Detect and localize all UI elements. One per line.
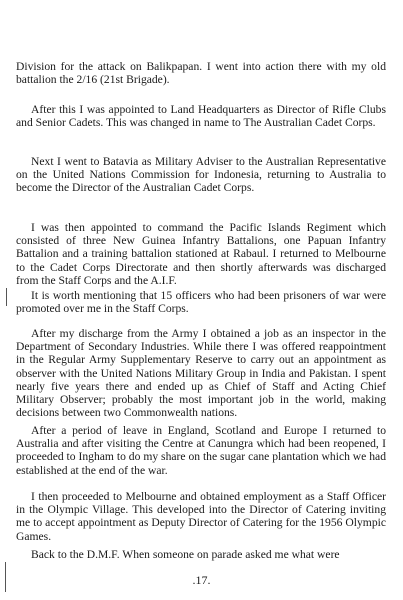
paragraph-prisoners-of-war: It is worth mentioning that 15 officers who had been prisoners of war were promoted over me in the Staff Corps.: [16, 289, 386, 316]
paragraph-land-headquarters: After this I was appointed to Land Headquarters as Director of Rifle Clubs and Senior Cadets. This was changed in name to The Australian Cadet Corps.: [16, 103, 386, 130]
paragraph-dmf: Back to the D.M.F. When someone on parade asked me what were: [31, 548, 340, 561]
paragraph-england-leave: After a period of leave in England, Scotland and Europe I returned to Australia and after visiting the Centre at Canungra which had been reopened, I proceeded to Ingham to do my share on the sugar cane plantation which we had established at the end of the war.: [16, 424, 386, 477]
page-number: .17.: [192, 573, 211, 587]
paragraph-discharge: After my discharge from the Army I obtained a job as an inspector in the Department of Secondary Industries. While there I was offered reappointment in the Regular Army Supplementary Reserve to carry out an appointment as observer with the United Nations Military Group in India and Pakistan. I spent nearly five years there and ended up as Chief of Staff and Acting Chief Military Observer; probably the most important job in the world, making decisions between two Commonwealth nations.: [16, 327, 386, 420]
paragraph-batavia: Next I went to Batavia as Military Adviser to the Australian Representative on the United Nations Commission for Indonesia, returning to Australia to become the Director of the Australian Cadet Corps.: [16, 155, 386, 195]
paragraph-pacific-islands: I was then appointed to command the Pacific Islands Regiment which consisted of three New Guinea Infantry Battalions, one Papuan Infantry Battalion and a training battalion stationed at Rabaul. I returned to Melbourne to the Cadet Corps Directorate and then shortly afterwards was discharged from the Staff Corps and the A.I.F.: [16, 221, 386, 287]
scan-mark: [6, 288, 7, 306]
paragraph-balikpapan: Division for the attack on Balikpapan. I went into action there with my old battalion the 2/16 (21st Brigade).: [16, 60, 386, 87]
scan-mark: [5, 562, 6, 592]
paragraph-olympic-village: I then proceeded to Melbourne and obtained employment as a Staff Officer in the Olympic Village. This developed into the Director of Catering inviting me to accept appointment as Deputy Director of Catering for the 1956 Olympic Games.: [16, 490, 386, 543]
